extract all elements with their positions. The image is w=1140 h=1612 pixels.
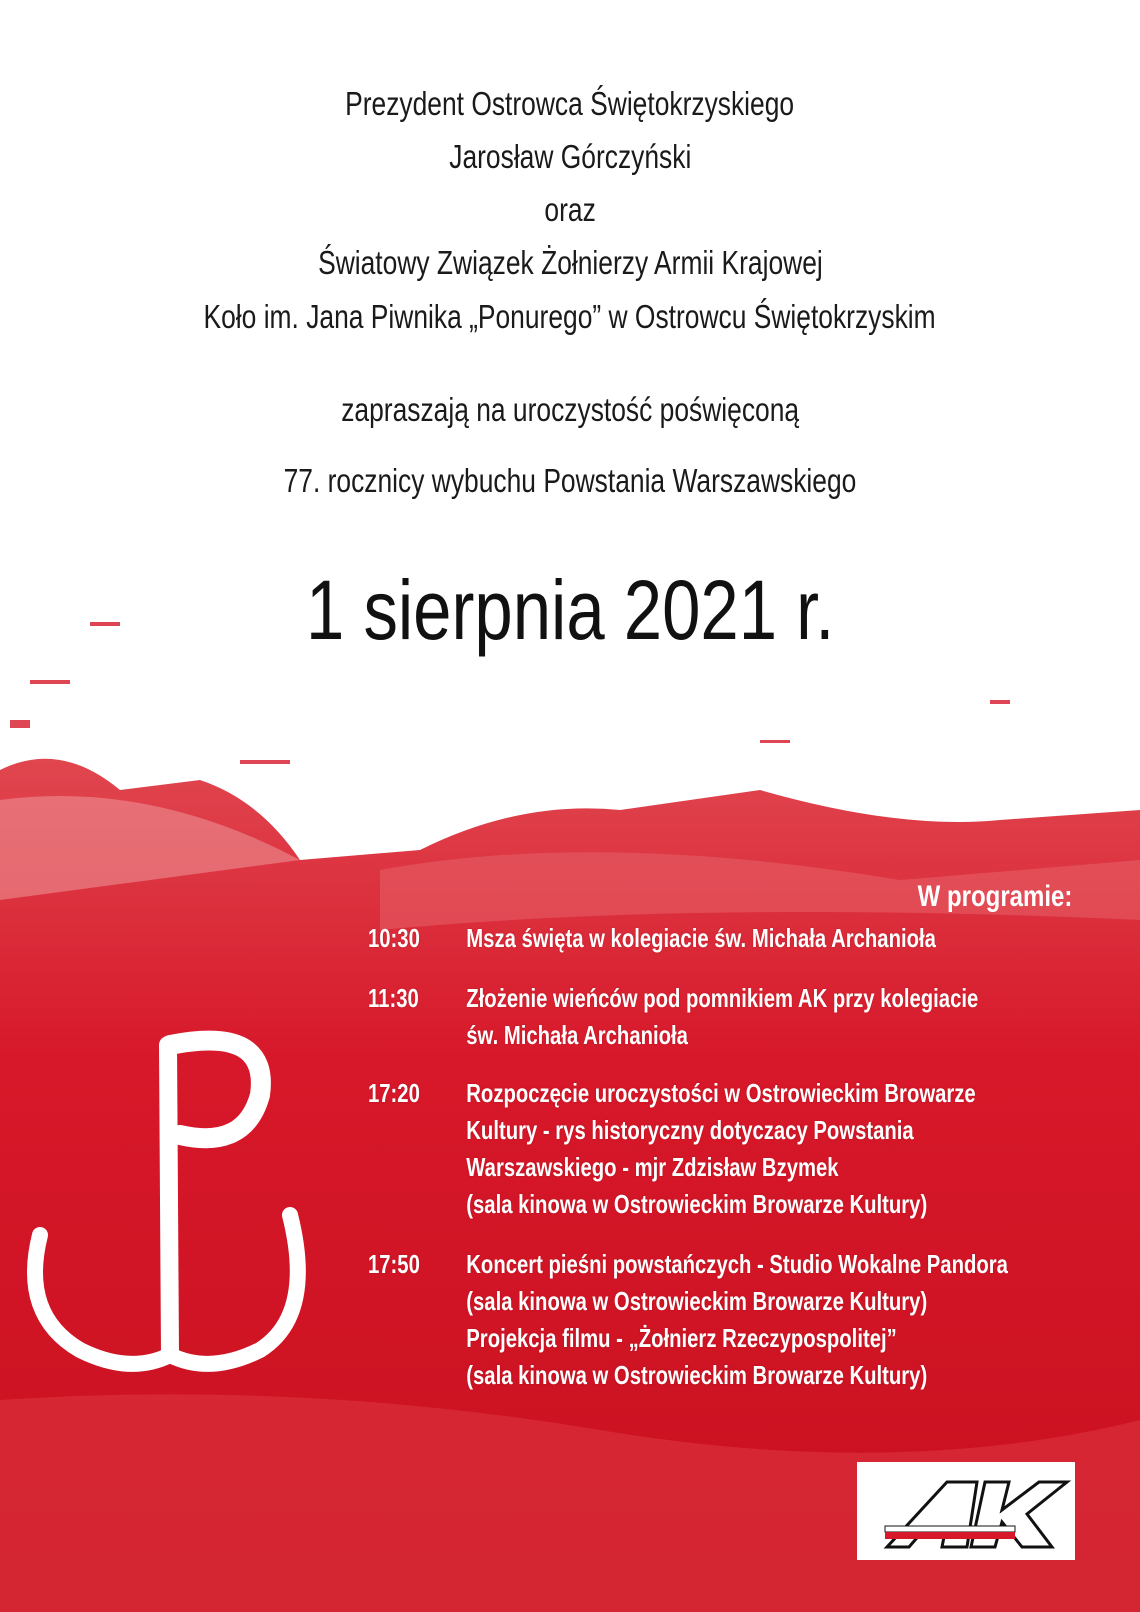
program-time: 10:30 bbox=[368, 923, 420, 953]
header-line-3: oraz bbox=[544, 191, 596, 228]
program-desc: (sala kinowa w Ostrowieckim Browarze Kultury) bbox=[466, 1286, 928, 1316]
occasion-text: 77. rocznicy wybuchu Powstania Warszawskiego bbox=[283, 462, 857, 499]
program-desc: Warszawskiego - mjr Zdzisław Bzymek bbox=[466, 1152, 839, 1182]
kotwica-anchor-icon bbox=[20, 985, 320, 1395]
ak-logo bbox=[857, 1462, 1075, 1560]
header-line-5: Koło im. Jana Piwnika „Ponurego” w Ostrowcu Świętokrzyskim bbox=[203, 298, 937, 335]
program-desc: Projekcja filmu - „Żołnierz Rzeczypospolitej” bbox=[466, 1323, 897, 1353]
program-desc: Złożenie wieńców pod pomnikiem AK przy kolegiacie bbox=[466, 983, 979, 1013]
program-time: 17:50 bbox=[368, 1249, 420, 1279]
program-time: 11:30 bbox=[368, 983, 419, 1013]
program-desc: św. Michała Archanioła bbox=[466, 1020, 688, 1050]
program-desc: Koncert pieśni powstańczych - Studio Wokalne Pandora bbox=[466, 1249, 1008, 1279]
program-desc: (sala kinowa w Ostrowieckim Browarze Kultury) bbox=[466, 1189, 928, 1219]
program-desc: Kultury - rys historyczny dotyczacy Powstania bbox=[466, 1115, 914, 1145]
program-desc: (sala kinowa w Ostrowieckim Browarze Kultury) bbox=[466, 1360, 928, 1390]
program-item bbox=[368, 980, 978, 1054]
event-date: 1 sierpnia 2021 r. bbox=[305, 563, 835, 657]
program-item bbox=[368, 920, 936, 957]
program-item bbox=[368, 1075, 976, 1223]
program-time: 17:20 bbox=[368, 1078, 420, 1108]
program-desc: Rozpoczęcie uroczystości w Ostrowieckim Browarze bbox=[466, 1078, 976, 1108]
header-line-2: Jarosław Górczyński bbox=[448, 138, 692, 175]
program-title: W programie: bbox=[917, 880, 1072, 913]
invite-text: zapraszają na uroczystość poświęconą bbox=[341, 391, 799, 428]
program-item bbox=[368, 1246, 1008, 1394]
program-desc: Msza święta w kolegiacie św. Michała Archanioła bbox=[466, 923, 936, 953]
header-line-1: Prezydent Ostrowca Świętokrzyskiego bbox=[345, 85, 795, 122]
header-line-4: Światowy Związek Żołnierzy Armii Krajowej bbox=[317, 244, 823, 281]
